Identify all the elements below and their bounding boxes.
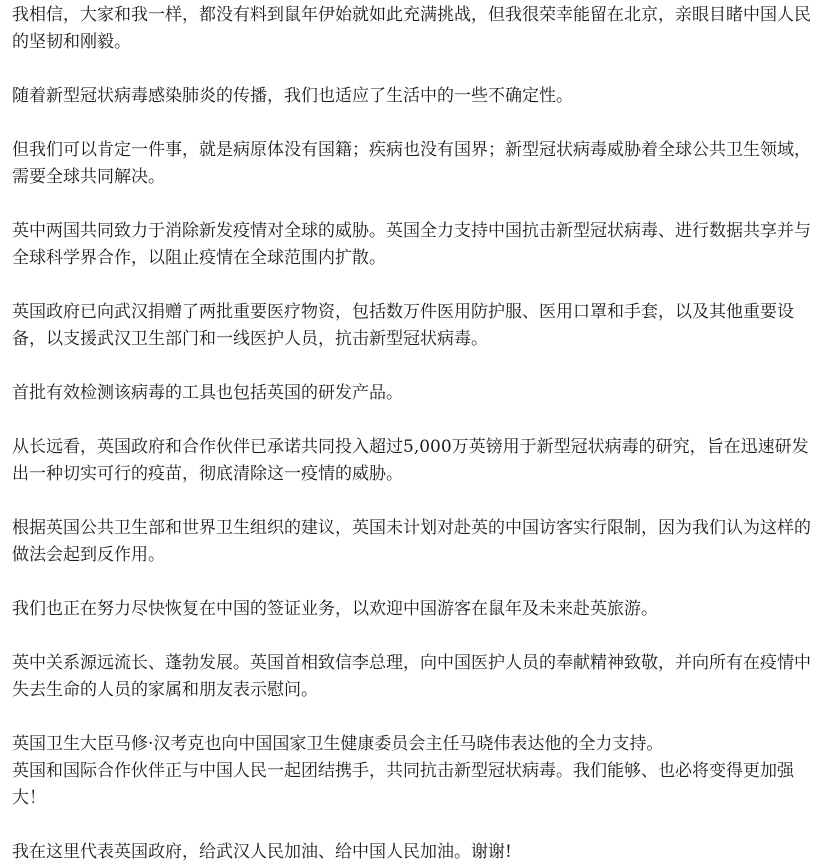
paragraph-2: 随着新型冠状病毒感染肺炎的传播，我们也适应了生活中的一些不确定性。 (12, 86, 573, 106)
paragraph-5: 英国政府已向武汉捐赠了两批重要医疗物资，包括数万件医用防护服、医用口罩和手套，以及其他重要设备，以支援武汉卫生部门和一线医护人员，抗击新型冠状病毒。 (12, 302, 794, 349)
paragraph-11: 英国卫生大臣马修·汉考克也向中国国家卫生健康委员会主任马晓伟表达他的全力支持。 (12, 734, 664, 754)
paragraph-6: 首批有效检测该病毒的工具也包括英国的研发产品。 (12, 383, 403, 403)
paragraph-12: 英国和国际合作伙伴正与中国人民一起团结携手，共同抗击新型冠状病毒。我们能够、也必将变得更加强大！ (12, 761, 794, 808)
paragraph-8: 根据英国公共卫生部和世界卫生组织的建议，英国未计划对赴英的中国访客实行限制，因为我们认为这样的做法会起到反作用。 (12, 518, 811, 565)
paragraph-4: 英中两国共同致力于消除新发疫情对全球的威胁。英国全力支持中国抗击新型冠状病毒、进行数据共享并与全球科学界合作，以阻止疫情在全球范围内扩散。 (12, 221, 811, 268)
paragraph-13: 我在这里代表英国政府，给武汉人民加油、给中国人民加油。谢谢! (12, 842, 512, 862)
paragraph-10: 英中关系源远流长、蓬勃发展。英国首相致信李总理，向中国医护人员的奉献精神致敬，并向所有在疫情中失去生命的人员的家属和朋友表示慰问。 (12, 653, 811, 700)
paragraph-7: 从长远看，英国政府和合作伙伴已承诺共同投入超过5,000万英镑用于新型冠状病毒的研究，旨在迅速研发出一种切实可行的疫苗，彻底清除这一疫情的威胁。 (12, 437, 809, 484)
paragraph-9: 我们也正在努力尽快恢复在中国的签证业务，以欢迎中国游客在鼠年及未来赴英旅游。 (12, 599, 658, 619)
paragraph-1: 我相信，大家和我一样，都没有料到鼠年伊始就如此充满挑战，但我很荣幸能留在北京，亲眼目睹中国人民的坚韧和刚毅。 (12, 5, 811, 52)
paragraph-3: 但我们可以肯定一件事，就是病原体没有国籍；疾病也没有国界；新型冠状病毒威胁着全球公共卫生领域，需要全球共同解决。 (12, 140, 811, 187)
